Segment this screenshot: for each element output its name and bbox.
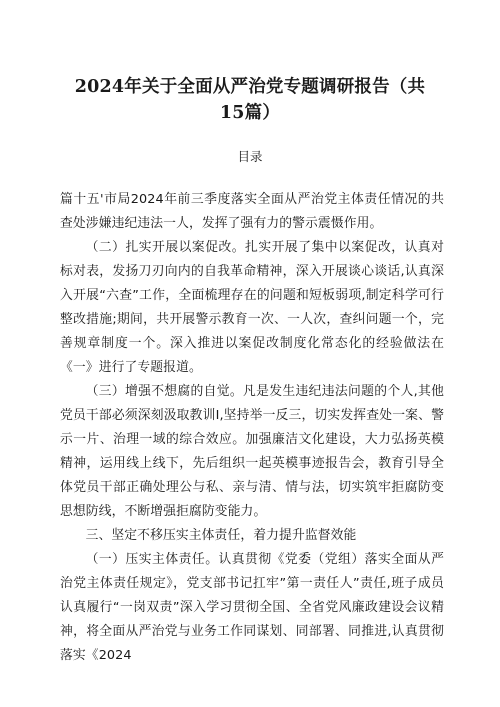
body-paragraph: （二）扎实开展以案促改。扎实开展了集中以案促改，认真对标对表，发扬刀刃向内的自我革命精神，深入开展谈心谈话,认真深入开展“六查”工作，全面梳理存在的问题和短板弱项,制定科学可行整改措施;期间，共开展警示教育一次、一人次，查纠问题一个，完善规章制度一个。深入推进以案促改制度化常态化的经验做法在《一》进行了专题报道。 — [60, 240, 444, 375]
body-paragraph: （一）压实主体责任。认真贯彻《党委（党组）落实全面从严治党主体责任规定》，党支部书记扛牢”第一责任人”责任,班子成员认真履行“一岗双责”深入学习贯彻全国、全省党风廉政建设会议精神，将全面从严治党与业务工作同谋划、同部署、同推进,认真贯彻落实《2024 — [60, 552, 444, 663]
toc-heading: 目录 — [237, 149, 263, 164]
document-body — [60, 188, 444, 668]
document-title: 2024年关于全面从严治党专题调研报告（共15篇） — [74, 77, 426, 123]
body-paragraph: 篇十五'市局2024年前三季度落实全面从严治党主体责任情况的共查处涉嫌违纪违法一人，发挥了强有力的警示震慑作用。 — [60, 192, 444, 231]
body-paragraph: 三、坚定不移压实主体责任，着力提升监督效能 — [85, 528, 357, 543]
body-paragraph: （三）增强不想腐的自觉。凡是发生违纪违法问题的个人,其他党员干部必须深刻汲取教训I,坚持举一反三，切实发挥查处一案、警示一片、治理一域的综合效应。加强廉洁文化建设，大力弘扬英模精神，运用线上线下，先后组织一起英模事迹报告会，教育引导全体党员干部正确处理公与私、亲与清、情与法，切实筑牢拒腐防变思想防线，不断增强拒腐防变能力。 — [60, 384, 444, 519]
